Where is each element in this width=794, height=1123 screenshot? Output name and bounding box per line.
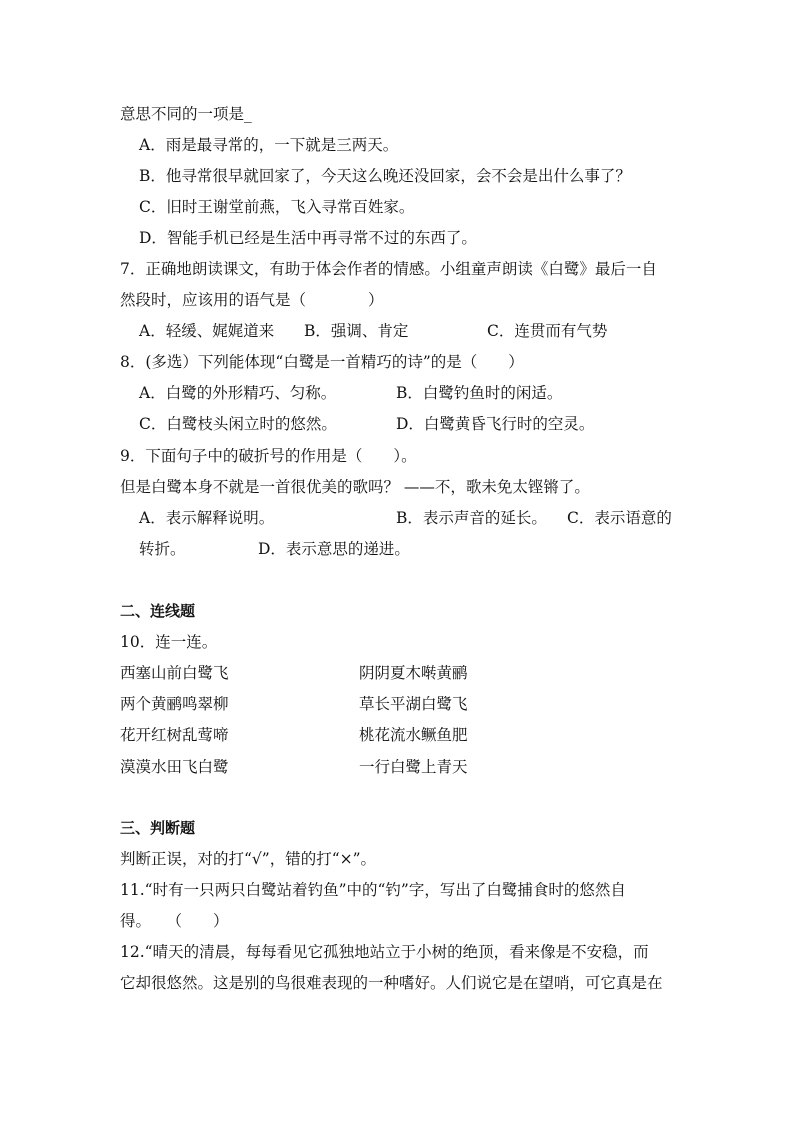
match-right-2: 草长平湖白鹭飞	[359, 695, 468, 713]
q6-option-c: C．旧时王谢堂前燕，飞入寻常百姓家。	[139, 198, 415, 216]
match-left-2: 两个黄鹂鸣翠柳	[120, 695, 229, 713]
q8-option-b: B．白鹭钓鱼时的闲适。	[396, 384, 563, 402]
match-left-3: 花开红树乱莺啼	[120, 726, 229, 744]
section-2-title: 二、连线题	[120, 602, 196, 620]
q6-option-b: B．他寻常很早就回家了，今天这么晚还没回家，会不会是出什么事了？	[139, 167, 631, 185]
judge-instruction: 判断正误，对的打“√”，错的打“×”。	[120, 850, 377, 868]
q12-line1: 12.“晴天的清晨，每每看见它孤独地站立于小树的绝顶，看来像是不安稳，而	[120, 943, 649, 961]
match-right-3: 桃花流水鳜鱼肥	[359, 726, 468, 744]
q8-option-d: D．白鹭黄昏飞行时的空灵。	[396, 415, 595, 433]
q11-line2: 得。 （ ）	[120, 912, 229, 930]
q7-option-b: B．强调、肯定	[304, 322, 409, 340]
q8-option-a: A．白鹭的外形精巧、匀称。	[139, 384, 337, 402]
match-left-4: 漠漠水田飞白鹭	[120, 758, 229, 776]
q8-stem: 8．(多选）下列能体现“白鹭是一首精巧的诗”的是（ ）	[120, 353, 524, 371]
q9-option-a: A．表示解释说明。	[139, 509, 275, 527]
section-3-title: 三、判断题	[120, 819, 196, 837]
q9-option-d: D．表示意思的递进。	[258, 540, 410, 558]
q9-option-c: C．表示语意的	[567, 509, 672, 527]
q9-sentence: 但是白鹭本身不就是一首很优美的歌吗？ ——不，歌未免太铿锵了。	[120, 478, 590, 496]
q7-option-a: A．轻缓、娓娓道来	[139, 322, 275, 340]
q9-stem: 9．下面句子中的破折号的作用是（ ）。	[120, 447, 417, 465]
q7-stem-line1: 7．正确地朗读课文，有助于体会作者的情感。小组童声朗读《白鹭》最后一自	[120, 260, 657, 278]
q8-option-c: C．白鹭枝头闲立时的悠然。	[139, 415, 337, 433]
q9-option-c-cont: 转折。	[139, 540, 186, 558]
q10-stem: 10．连一连。	[120, 633, 218, 651]
q7-stem-line2: 然段时，应该用的语气是（ ）	[120, 291, 384, 309]
match-left-1: 西塞山前白鹭飞	[120, 664, 229, 682]
q11-line1: 11.“时有一只两只白鹭站着钓鱼”中的“钓”字，写出了白鹭捕食时的悠然自	[120, 881, 626, 899]
q6-option-a: A．雨是最寻常的，一下就是三两天。	[139, 136, 399, 154]
q9-option-b: B．表示声音的延长。	[396, 509, 547, 527]
match-right-1: 阴阴夏木啭黄鹂	[359, 664, 468, 682]
match-right-4: 一行白鹭上青天	[359, 758, 468, 776]
q6-option-d: D．智能手机已经是生活中再寻常不过的东西了。	[139, 229, 477, 247]
q7-option-c: C．连贯而有气势	[487, 322, 608, 340]
q6-stem-end: 意思不同的一项是_	[120, 105, 252, 123]
q12-line2: 它却很悠然。这是别的鸟很难表现的一种嗜好。人们说它是在望哨，可它真是在	[120, 974, 663, 992]
